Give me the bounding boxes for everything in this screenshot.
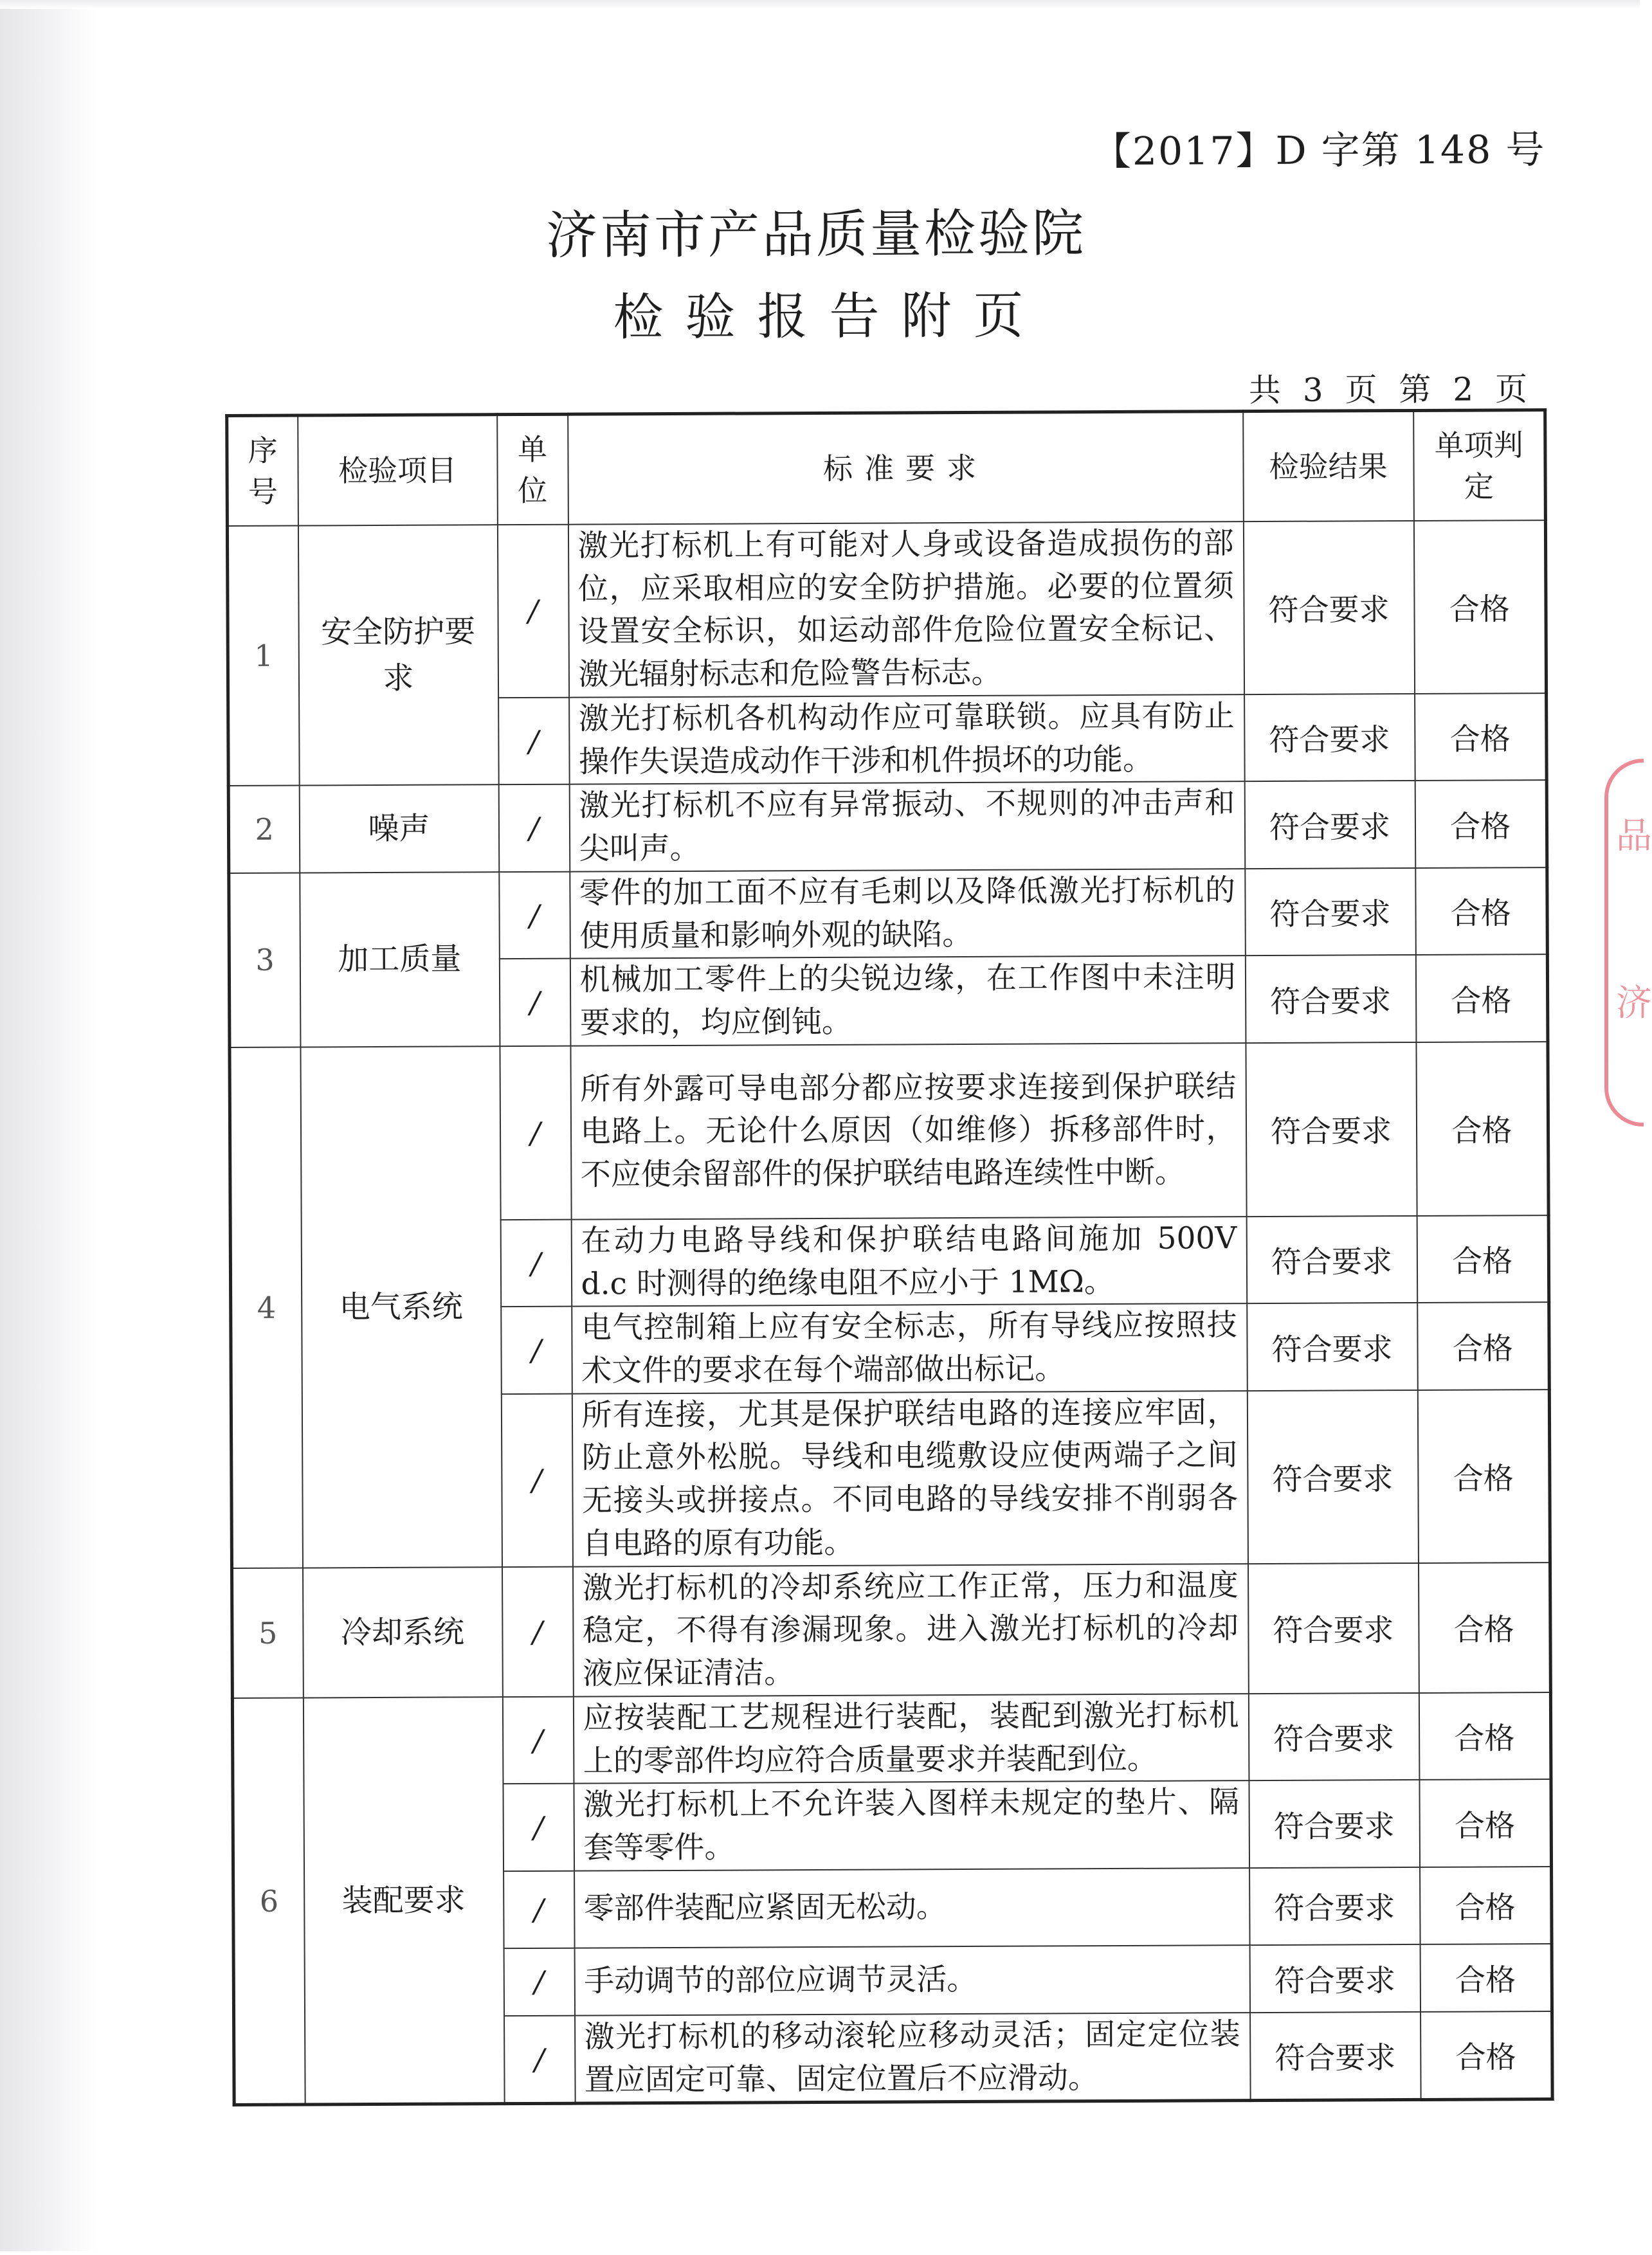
cell-unit: / <box>497 525 568 698</box>
header-judgement: 单项判定 <box>1413 410 1546 521</box>
cell-requirement: 激光打标机各机构动作应可靠联锁。应具有防止操作失误造成动作干涉和机件损坏的功能。 <box>569 694 1245 784</box>
cell-requirement: 激光打标机不应有异常振动、不规则的冲击声和尖叫声。 <box>569 782 1245 872</box>
cell-unit: / <box>504 2016 576 2104</box>
cell-item: 冷却系统 <box>302 1567 502 1698</box>
cell-judgement: 合格 <box>1416 1042 1548 1216</box>
cell-unit: / <box>499 872 570 959</box>
cell-judgement: 合格 <box>1417 1215 1549 1303</box>
cell-unit: / <box>504 1948 574 2016</box>
cell-unit: / <box>502 1697 574 1784</box>
cell-seq: 4 <box>230 1047 303 1568</box>
cell-seq: 2 <box>228 786 300 873</box>
header-unit: 单位 <box>497 414 568 525</box>
table-row <box>228 780 1547 873</box>
cell-requirement: 激光打标机上有可能对人身或设备造成损伤的部位，应采取相应的安全防护措施。必要的位置须设置安全标识，如运动部件危险位置安全标记、激光辐射标志和危险警告标志。 <box>568 521 1244 698</box>
cell-unit: / <box>498 784 570 872</box>
cell-result: 符合要求 <box>1248 1563 1419 1694</box>
cell-result: 符合要求 <box>1249 1780 1420 1868</box>
cell-unit: / <box>502 1566 573 1697</box>
cell-result: 符合要求 <box>1245 868 1416 956</box>
cell-requirement: 电气控制箱上应有安全标志，所有导线应按照技术文件的要求在每个端部做出标记。 <box>572 1303 1248 1393</box>
cell-item: 加工质量 <box>300 872 500 1047</box>
header-result: 检验结果 <box>1243 410 1414 521</box>
header-seq: 序号 <box>227 415 298 526</box>
cell-item: 电气系统 <box>300 1046 502 1568</box>
red-seal-stamp: 品 济 <box>1604 759 1644 1127</box>
cell-result: 符合要求 <box>1246 1042 1417 1217</box>
cell-judgement: 合格 <box>1417 1390 1550 1563</box>
cell-requirement: 零部件装配应紧固无松动。 <box>574 1868 1250 1948</box>
inspection-table <box>225 408 1554 2106</box>
cell-result: 符合要求 <box>1249 1867 1421 1945</box>
cell-requirement: 零件的加工面不应有毛刺以及降低激光打标机的使用质量和影响外观的缺陷。 <box>570 869 1246 959</box>
table-row <box>231 1562 1550 1698</box>
table-row <box>232 1692 1551 1785</box>
cell-result: 符合要求 <box>1245 955 1416 1043</box>
cell-requirement: 激光打标机的移动滚轮应移动灵活；固定定位装置应固定可靠、固定位置后不应滑动。 <box>575 2013 1251 2104</box>
cell-result: 符合要求 <box>1249 1944 1420 2013</box>
cell-item: 装配要求 <box>303 1697 504 2105</box>
cell-result: 符合要求 <box>1248 1693 1419 1781</box>
cell-item: 安全防护要求 <box>298 525 498 786</box>
cell-unit: / <box>500 1046 571 1220</box>
cell-result: 符合要求 <box>1250 2012 1421 2101</box>
report-number: 【2017】D 字第 148 号 <box>1092 127 1546 175</box>
document-title: 检验报告附页 <box>613 287 1046 347</box>
table-row <box>227 520 1546 699</box>
cell-seq: 6 <box>232 1698 305 2105</box>
cell-judgement: 合格 <box>1413 520 1546 694</box>
institute-name: 济南市产品质量检验院 <box>545 203 1087 266</box>
cell-judgement: 合格 <box>1420 1867 1552 1944</box>
cell-judgement: 合格 <box>1415 780 1547 867</box>
cell-judgement: 合格 <box>1415 954 1548 1042</box>
cell-seq: 3 <box>229 873 300 1047</box>
cell-item: 噪声 <box>299 785 499 873</box>
cell-judgement: 合格 <box>1419 1692 1551 1780</box>
cell-seq: 1 <box>227 526 299 786</box>
cell-unit: / <box>501 1307 572 1394</box>
page-count: 共 3 页 第 2 页 <box>1248 370 1528 410</box>
cell-judgement: 合格 <box>1417 1302 1550 1390</box>
cell-unit: / <box>501 1393 572 1566</box>
header-standard: 标准要求 <box>568 412 1244 525</box>
cell-requirement: 所有连接，尤其是保护联结电路的连接应牢固，防止意外松脱。导线和电缆敷设应使两端子之间无接头或拼接点。不同电路的导线安排不削弱各自电路的原有功能。 <box>572 1391 1248 1567</box>
cell-result: 符合要求 <box>1244 694 1415 782</box>
cell-requirement: 在动力电路导线和保护联结电路间施加 500V d.c 时测得的绝缘电阻不应小于 1MΩ。 <box>571 1217 1247 1307</box>
cell-requirement: 手动调节的部位应调节灵活。 <box>574 1945 1249 2016</box>
cell-judgement: 合格 <box>1415 693 1547 781</box>
cell-requirement: 机械加工零件上的尖锐边缘，在工作图中未注明要求的，均应倒钝。 <box>570 955 1246 1046</box>
cell-result: 符合要求 <box>1246 1216 1417 1304</box>
cell-unit: / <box>504 1871 575 1948</box>
cell-unit: / <box>498 698 570 785</box>
cell-result: 符合要求 <box>1247 1303 1418 1391</box>
cell-requirement: 所有外露可导电部分都应按要求连接到保护联结电路上。无论什么原因（如维修）拆移部件时，不应使余留部件的保护联结电路连续性中断。 <box>570 1043 1246 1220</box>
cell-judgement: 合格 <box>1418 1562 1550 1693</box>
cell-unit: / <box>500 1220 572 1307</box>
cell-unit: / <box>499 959 570 1046</box>
table-row <box>230 1042 1548 1221</box>
cell-judgement: 合格 <box>1419 1779 1552 1867</box>
table-header-row <box>227 410 1546 526</box>
cell-requirement: 应按装配工艺规程进行装配，装配到激光打标机上的零部件均应符合质量要求并装配到位。 <box>573 1694 1249 1784</box>
cell-requirement: 激光打标机上不允许装入图样未规定的垫片、隔套等零件。 <box>574 1780 1249 1870</box>
header-item: 检验项目 <box>298 415 498 526</box>
cell-result: 符合要求 <box>1244 781 1415 869</box>
cell-seq: 5 <box>231 1568 303 1698</box>
cell-result: 符合要求 <box>1247 1390 1418 1564</box>
table-body <box>227 520 1552 2105</box>
cell-requirement: 激光打标机的冷却系统应工作正常，压力和温度稳定，不得有渗漏现象。进入激光打标机的冷却液应保证清洁。 <box>572 1564 1248 1697</box>
cell-result: 符合要求 <box>1243 521 1414 694</box>
cell-judgement: 合格 <box>1421 2011 1553 2100</box>
cell-judgement: 合格 <box>1420 1944 1552 2012</box>
cell-judgement: 合格 <box>1415 867 1548 955</box>
table-row <box>229 867 1548 960</box>
cell-unit: / <box>503 1784 574 1871</box>
